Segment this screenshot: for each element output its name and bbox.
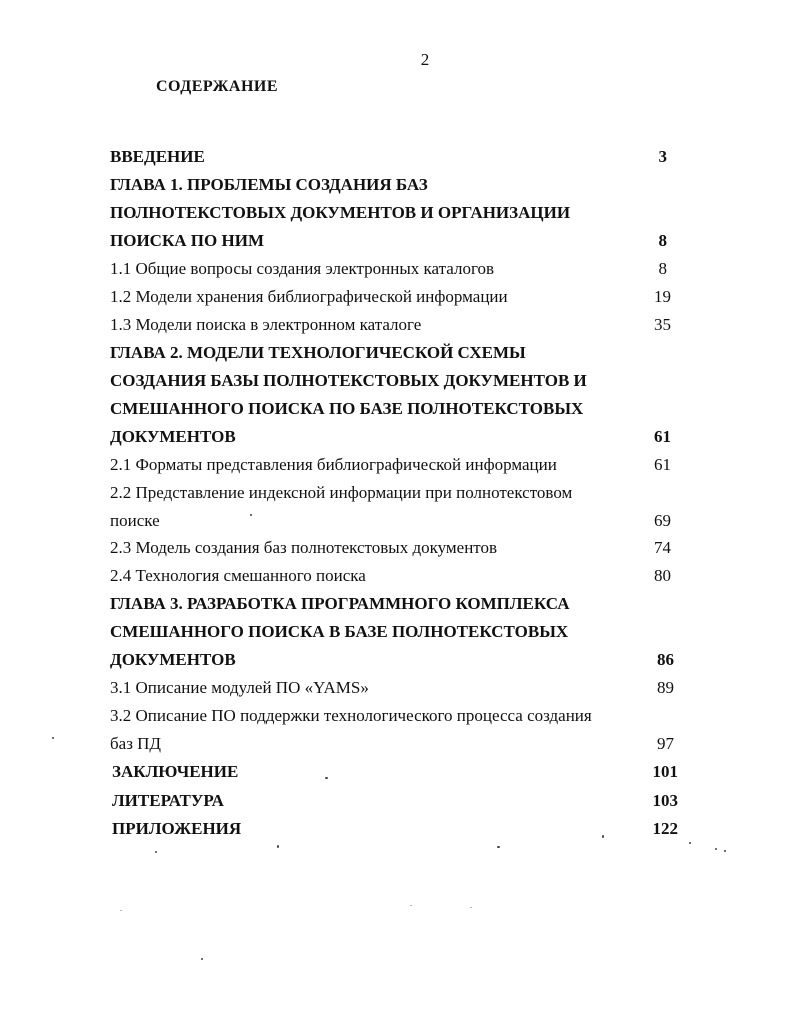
- toc-entry-chapter-1-line-3: ПОИСКА ПО НИМ: [110, 231, 264, 250]
- toc-entry-intro: ВВЕДЕНИЕ: [110, 147, 205, 166]
- toc-entry-section-1-3: 1.3 Модели поиска в электронном каталоге: [110, 315, 422, 334]
- toc-page-literature: 103: [652, 791, 678, 810]
- toc-entry-chapter-1-line-1: ГЛАВА 1. ПРОБЛЕМЫ СОЗДАНИЯ БАЗ: [110, 175, 428, 194]
- toc-page-conclusion: 101: [652, 762, 678, 781]
- toc-page-section-2-2: 69: [654, 511, 671, 530]
- toc-page-intro: 3: [658, 147, 667, 166]
- toc-entry-section-2-2-line-2: поиске: [110, 511, 160, 530]
- toc-page-appendix: 122: [652, 819, 678, 838]
- scan-speck: [410, 905, 412, 906]
- scan-speck: [52, 737, 54, 739]
- toc-entry-section-2-1: 2.1 Форматы представления библиографической информации: [110, 455, 557, 474]
- toc-entry-chapter-1-line-2: ПОЛНОТЕКСТОВЫХ ДОКУМЕНТОВ И ОРГАНИЗАЦИИ: [110, 203, 571, 222]
- toc-entry-chapter-2-line-3: СМЕШАННОГО ПОИСКА ПО БАЗЕ ПОЛНОТЕКСТОВЫХ: [110, 399, 584, 418]
- scan-speck: [120, 910, 122, 911]
- scan-speck: [689, 842, 691, 844]
- toc-entry-chapter-2-line-4: ДОКУМЕНТОВ: [110, 427, 236, 446]
- toc-entry-chapter-3-line-1: ГЛАВА 3. РАЗРАБОТКА ПРОГРАММНОГО КОМПЛЕКСА: [110, 594, 570, 613]
- toc-title: СОДЕРЖАНИЕ: [156, 78, 279, 95]
- scan-speck: [470, 907, 472, 908]
- scan-speck: [325, 777, 328, 779]
- scan-speck: [277, 845, 279, 848]
- toc-entry-chapter-3-line-2: СМЕШАННОГО ПОИСКА В БАЗЕ ПОЛНОТЕКСТОВЫХ: [110, 622, 569, 641]
- toc-entry-chapter-2-line-1: ГЛАВА 2. МОДЕЛИ ТЕХНОЛОГИЧЕСКОЙ СХЕМЫ: [110, 343, 526, 362]
- scan-speck: [155, 851, 157, 853]
- toc-entry-section-3-2-line-1: 3.2 Описание ПО поддержки технологического процесса создания: [110, 706, 592, 725]
- toc-entry-section-3-1: 3.1 Описание модулей ПО «YAMS»: [110, 678, 369, 697]
- toc-entry-section-2-4: 2.4 Технология смешанного поиска: [110, 566, 366, 585]
- toc-page-section-1-2: 19: [654, 287, 671, 306]
- toc-entry-conclusion: ЗАКЛЮЧЕНИЕ: [112, 762, 239, 781]
- toc-entry-literature: ЛИТЕРАТУРА: [112, 791, 224, 810]
- scan-speck: [201, 958, 203, 960]
- toc-page-section-2-1: 61: [654, 455, 671, 474]
- toc-page-section-2-4: 80: [654, 566, 671, 585]
- scan-speck: [602, 835, 604, 838]
- toc-page-chapter-3: 86: [657, 650, 674, 669]
- toc-entry-section-3-2-line-2: баз ПД: [110, 734, 162, 753]
- toc-entry-chapter-2-line-2: СОЗДАНИЯ БАЗЫ ПОЛНОТЕКСТОВЫХ ДОКУМЕНТОВ И: [110, 371, 587, 390]
- toc-entry-chapter-3-line-3: ДОКУМЕНТОВ: [110, 650, 236, 669]
- toc-entry-section-1-2: 1.2 Модели хранения библиографической информации: [110, 287, 508, 306]
- scan-speck: [715, 848, 717, 850]
- toc-entry-section-2-3: 2.3 Модель создания баз полнотекстовых документов: [110, 538, 498, 557]
- scan-speck: [250, 514, 252, 516]
- scan-speck: [724, 850, 726, 852]
- scan-speck: [497, 846, 500, 848]
- toc-page-section-1-3: 35: [654, 315, 671, 334]
- toc-page-section-1-1: 8: [658, 259, 667, 278]
- toc-entry-appendix: ПРИЛОЖЕНИЯ: [112, 819, 242, 838]
- toc-page-chapter-1: 8: [658, 231, 667, 250]
- page-number: 2: [420, 50, 430, 69]
- toc-entry-section-2-2-line-1: 2.2 Представление индексной информации при полнотекстовом: [110, 483, 573, 502]
- toc-page-chapter-2: 61: [654, 427, 671, 446]
- toc-page-section-3-2: 97: [657, 734, 674, 753]
- toc-page-section-2-3: 74: [654, 538, 671, 557]
- toc-entry-section-1-1: 1.1 Общие вопросы создания электронных каталогов: [110, 259, 495, 278]
- toc-page-section-3-1: 89: [657, 678, 674, 697]
